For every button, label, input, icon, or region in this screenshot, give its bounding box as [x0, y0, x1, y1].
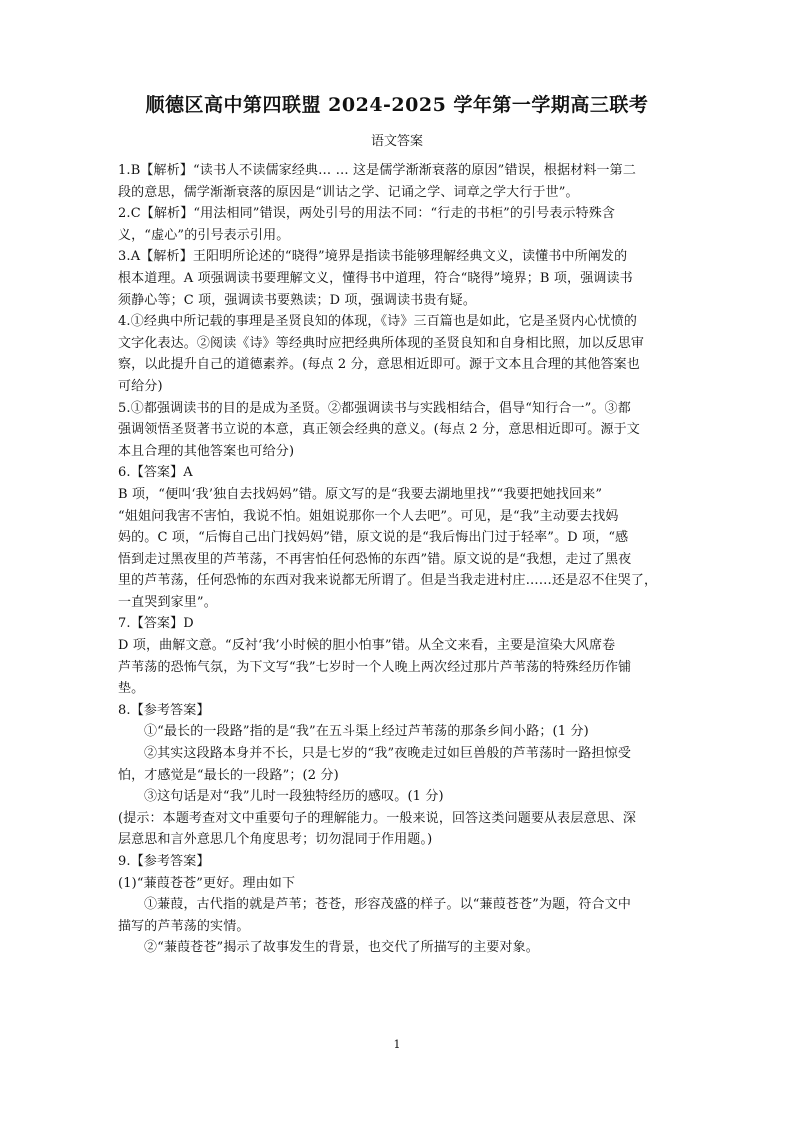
text-line: ②其实这段路本身并不长，只是七岁的“我”夜晚走过如巨兽般的芦苇荡时一路担惊受 [144, 746, 631, 762]
text-line: 文字化表达。②阅读《诗》等经典时应把经典所体现的圣贤良知和自身相比照，加以反思审 [118, 335, 645, 351]
text-line: 芦苇荡的恐怖气氛，为下文写“我”七岁时一个人晚上两次经过那片芦苇荡的特殊经历作铺 [118, 659, 632, 675]
text-line: ②“蒹葭苍苍”揭示了故事发生的背景，也交代了所描写的主要对象。 [144, 940, 539, 956]
text-line: ①“最长的一段路”指的是“我”在五斗渠上经过芦苇荡的那条乡间小路；(1 分) [144, 724, 589, 740]
text-line: 3.A【解析】王阳明所论述的“晓得”境界是指读书能够理解经典文义，读懂书中所阐发的 [118, 249, 628, 265]
text-line: 怕，才感觉是“最长的一段路”；(2 分) [118, 767, 339, 783]
text-line: 根本道理。A 项强调读书要理解文义，懂得书中道理，符合“晓得”境界；B 项，强调读书 [118, 270, 633, 286]
text-line: 5.①都强调读书的目的是成为圣贤。②都强调读书与实践相结合，倡导“知行合一”。③都 [118, 400, 631, 416]
page-number: 1 [393, 1038, 401, 1051]
text-line: 里的芦苇荡，任何恐怖的东西对我来说都无所谓了。但是当我走进村庄……还是忍不住哭了， [118, 573, 658, 589]
text-line: 7.【答案】D [118, 616, 194, 632]
text-line: 察，以此提升自己的道德素养。(每点 2 分，意思相近即可。源于文本且合理的其他答案也 [118, 357, 640, 373]
text-line: ③这句话是对“我”儿时一段独特经历的感叹。(1 分) [144, 789, 444, 805]
text-line: D 项，曲解文意。“反衬‘我’小时候的胆小怕事”错。从全文来看，主要是渲染大风席卷 [118, 638, 616, 654]
text-line: 4.①经典中所记载的事理是圣贤良知的体现，《诗》三百篇也是如此，它是圣贤内心忧愤的 [118, 314, 638, 330]
text-line: 1.B【解析】“读书人不读儒家经典… … 这是儒学渐渐衰落的原因”错误，根据材料一第二 [118, 163, 636, 178]
text-line: 悟到走过黑夜里的芦苇荡，不再害怕任何恐怖的东西”错。原文说的是“我想，走过了黑夜 [118, 551, 632, 567]
document-title: 顺德区高中第四联盟 2024-2025 学年第一学期高三联考 [145, 94, 649, 116]
text-line: 强调领悟圣贤著书立说的本意，真正领会经典的意义。(每点 2 分，意思相近即可。源于文 [118, 422, 640, 438]
text-line: 本且合理的其他答案也可给分) [118, 443, 295, 459]
text-line: 妈的。C 项，“后悔自己出门找妈妈”错，原文说的是“我后悔出门过于轻率”。D 项，“感 [118, 530, 629, 546]
text-line: (提示：本题考查对文中重要句子的理解能力。一般来说，回答这类问题要从表层意思、深 [118, 810, 637, 826]
answer-body [118, 160, 678, 959]
text-line: 6.【答案】A [118, 465, 193, 481]
text-line: 9.【参考答案】 [118, 854, 210, 869]
text-line: B 项，“便叫‘我’独自去找妈妈”错。原文写的是“我要去湖地里找”“我要把她找回来” [118, 486, 603, 502]
text-line: 义，“虚心”的引号表示引用。 [118, 227, 290, 243]
text-line: 2.C【解析】“用法相同”错误，两处引号的用法不同：“行走的书柜”的引号表示特殊含 [118, 206, 616, 222]
text-line: “姐姐问我害不害怕，我说不怕。姐姐说那你一个人去吧”。可见，是“我”主动要去找妈 [118, 508, 619, 524]
text-line: 须静心等；C 项，强调读书要熟读；D 项，强调读书贵有疑。 [118, 292, 476, 308]
text-line: 可给分) [118, 378, 163, 394]
text-line: 8.【参考答案】 [118, 702, 210, 718]
text-line: 段的意思，儒学渐渐衰落的原因是“训诂之学、记诵之学、词章之学大行于世”。 [118, 184, 579, 200]
text-line: 垫。 [118, 681, 145, 697]
text-line: 层意思和言外意思几个角度思考；切勿混同于作用题。) [118, 832, 433, 848]
text-line: 描写的芦苇荡的实情。 [118, 918, 250, 934]
document-subtitle: 语文答案 [370, 134, 423, 149]
text-line: 一直哭到家里”。 [118, 594, 217, 610]
text-line: ①蒹葭，古代指的就是芦苇；苍苍，形容茂盛的样子。以“蒹葭苍苍”为题，符合文中 [144, 897, 631, 913]
text-line: (1)“蒹葭苍苍”更好。理由如下 [118, 875, 296, 891]
